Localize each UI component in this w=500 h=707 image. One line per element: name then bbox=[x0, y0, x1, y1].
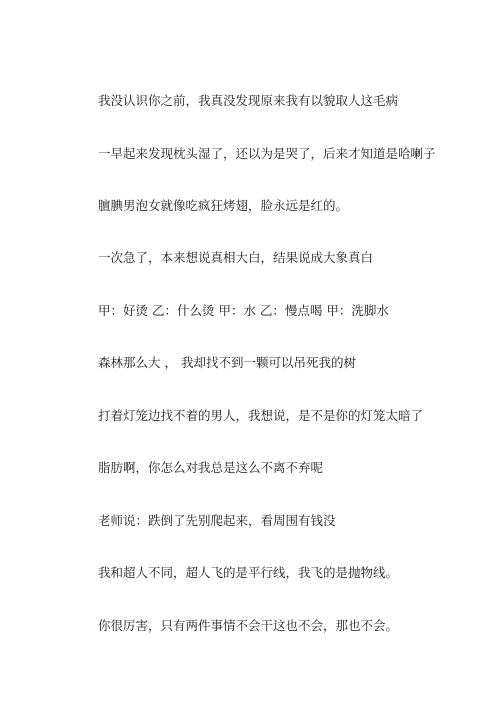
text-line: 打着灯笼边找不着的男人，我想说，是不是你的灯笼太暗了 bbox=[98, 408, 424, 423]
text-line: 一次急了，本来想说真相大白，结果说成大象真白 bbox=[98, 250, 374, 265]
text-line: 脂肪啊，你怎么对我总是这么不离不弃呢 bbox=[98, 460, 324, 475]
text-line: 膻腆男泡女就像吃疯狂烤翅，脸永远是红的。 bbox=[98, 198, 349, 213]
text-line: 老师说：跌倒了先别爬起来，看周围有钱没 bbox=[98, 513, 336, 528]
text-line: 一早起来发现枕头湿了，还以为是哭了，后来才知道是哈喇子 bbox=[98, 146, 436, 161]
text-line: 你很厉害，只有两件事情不会干这也不会，那也不会。 bbox=[98, 618, 399, 633]
text-line: 我和超人不同，超人飞的是平行线，我飞的是抛物线。 bbox=[98, 565, 399, 580]
text-line: 森林那么大 ， 我却找不到一颗可以吊死我的树 bbox=[98, 355, 356, 370]
text-line: 我没认识你之前，我真没发现原来我有以貌取人这毛病 bbox=[98, 93, 399, 108]
text-line: 甲：好烫 乙：什么烫 甲：水 乙：慢点喝 甲：洗脚水 bbox=[98, 303, 389, 318]
